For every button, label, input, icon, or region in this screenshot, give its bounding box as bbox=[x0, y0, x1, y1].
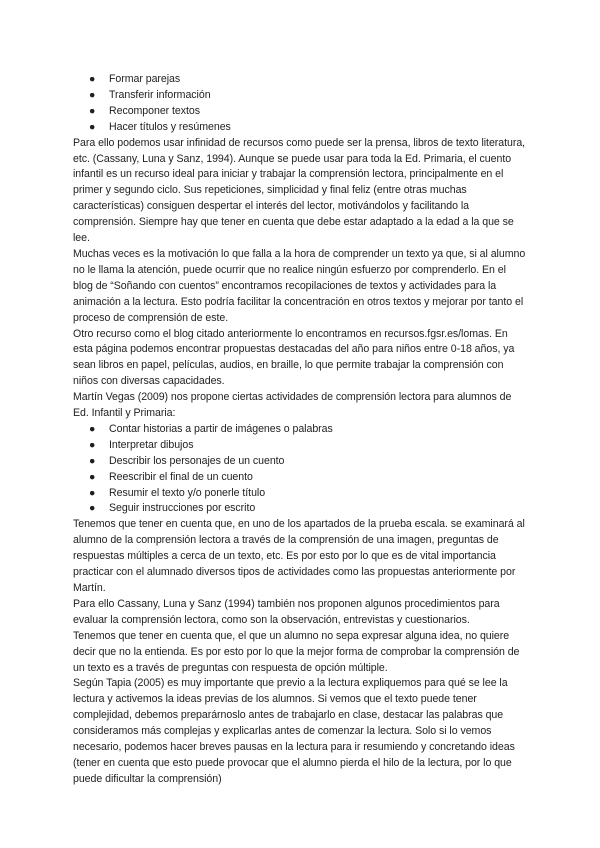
paragraph-exam: Tenemos que tener en cuenta que, en uno de los apartados de la prueba escala. se examinará al alumno de la comprensión lectora a través de la comprensión de una imagen, preguntas de respuestas múltiples a cerca de un texto, etc. Es por esto por lo que es de vital importancia practicar con el alumnado diversos tipos de actividades como las propuestas anteriormente por Martín. bbox=[73, 518, 525, 594]
bullet-icon: ● bbox=[89, 73, 96, 85]
bullet-icon: ● bbox=[89, 88, 96, 101]
bullet-icon: ● bbox=[89, 486, 96, 499]
paragraph-martin-vegas: Martín Vegas (2009) nos propone ciertas actividades de comprensión lectora para alumnos de Ed. Infantil y Primaria: bbox=[73, 391, 512, 420]
bullet-icon: ● bbox=[89, 454, 96, 467]
bullet-icon: ● bbox=[89, 470, 96, 483]
paragraph-expression: Tenemos que tener en cuenta que, el que un alumno no sepa expresar alguna idea, no quiere decir que no la entienda. Es por esto por lo que la mejor forma de comprobar la comprensión de un texto es a través de preguntas con respuesta de opción múltiple. bbox=[73, 629, 520, 674]
bullet-icon: ● bbox=[89, 502, 96, 515]
list-item: ● Reescribir el final de un cuento bbox=[73, 470, 528, 486]
bullet-icon: ● bbox=[89, 438, 96, 451]
bullet-icon: ● bbox=[89, 422, 96, 435]
bullet-list-activities bbox=[73, 72, 528, 136]
list-item: ● Describir los personajes de un cuento bbox=[73, 454, 528, 470]
paragraph-evaluation: Para ello Cassany, Luna y Sanz (1994) también nos proponen algunos procedimientos para evaluar la comprensión lectora, como son la observación, entrevistas y cuestionarios. bbox=[73, 597, 500, 626]
list-item: ● Recomponer textos bbox=[73, 104, 528, 120]
list-item: ● Transferir información bbox=[73, 88, 528, 104]
bullet-icon: ● bbox=[89, 120, 96, 133]
document-page bbox=[73, 72, 528, 788]
paragraph-tapia: Según Tapia (2005) es muy importante que previo a la lectura expliquemos para qué se lee la lectura y activemos la ideas previas de los alumnos. Si vemos que el texto puede tener complejidad, debemos preparárnoslo antes de trabajarlo en clase, destacar las palabras que consideramos más complejas y explicarlas antes de comenzar la lectura. Solo si lo vemos necesario, podemos hacer breves pausas en la lectura para ir resumiendo y concretando ideas (tener en cuenta que esto puede provocar que el alumno pierda el hilo de la lectura, por lo que puede dificultar la comprensión) bbox=[73, 677, 515, 785]
paragraph-resources: Para ello podemos usar infinidad de recursos como puede ser la prensa, libros de texto literatura, etc. (Cassany, Luna y Sanz, 1994). Aunque se puede usar para toda la Ed. Primaria, el cuento infantil es un recurso ideal para iniciar y trabajar la comprensión lectora, principalmente en el primer y segundo ciclo. Sus repeticiones, simplicidad y final feliz (entre otras muchas características) consiguen despertar el interés del lector, motivándolos y facilitando la comprensión. Siempre hay que tener en cuenta que debe estar adaptado a la edad a la que se lee. bbox=[73, 136, 526, 245]
bullet-list-comprehension bbox=[73, 422, 528, 517]
list-item: ● Contar historias a partir de imágenes o palabras bbox=[73, 422, 528, 438]
paragraph-motivation: Muchas veces es la motivación lo que falla a la hora de comprender un texto ya que, si al alumno no le llama la atención, puede ocurrir que no realice ningún esfuerzo por comprenderlo. En el blog de “Soñando con cuentos” encontramos recopilaciones de textos y actividades para la animación a la lectura. Esto podría facilitar la concentración en otros textos y mejorar por tanto el proceso de comprensión de este. bbox=[73, 247, 526, 324]
list-item: ● Hacer títulos y resúmenes bbox=[73, 120, 528, 136]
list-item: ● Resumir el texto y/o ponerle título bbox=[73, 486, 528, 502]
paragraph-other-resource: Otro recurso como el blog citado anteriormente lo encontramos en recursos.fgsr.es/lomas. En esta página podemos encontrar propuestas destacadas del año para niños entre 0-18 años, ya sean libros en papel, películas, audios, en braille, lo que permite trabajar la comprensión con niños con diversas capacidades. bbox=[73, 327, 515, 388]
list-item: ● Seguir instrucciones por escrito bbox=[73, 501, 528, 517]
list-item: ● Interpretar dibujos bbox=[73, 438, 528, 454]
list-item: ● Formar parejas bbox=[73, 72, 528, 88]
bullet-icon: ● bbox=[89, 104, 96, 117]
